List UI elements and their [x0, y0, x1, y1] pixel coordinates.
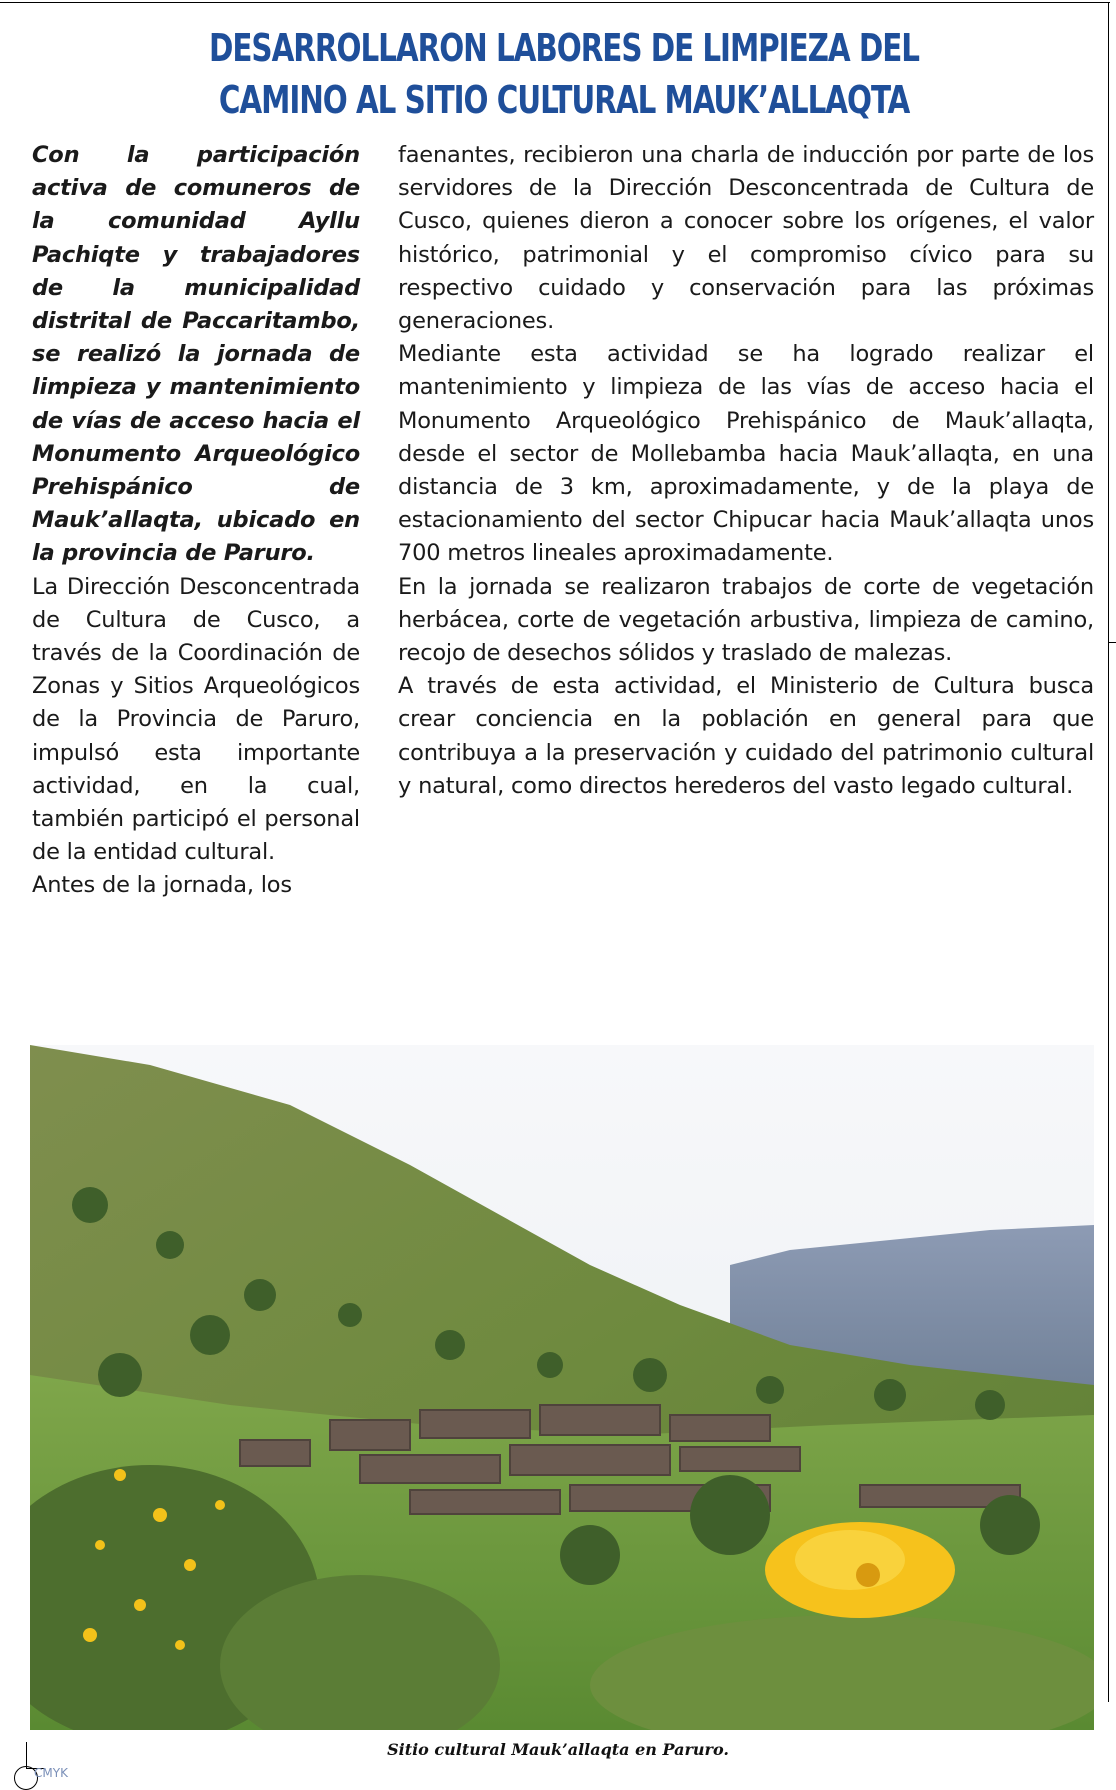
- article-paragraph-4: En la jornada se realizaron trabajos de corte de vegetación herbácea, corte de vegetación arbustiva, limpieza de camino, recojo de desechos sólidos y traslado de malezas.: [398, 573, 1094, 667]
- headline-line-1: DESARROLLARON LABORES DE LIMPIEZA DEL: [208, 26, 919, 70]
- article-headline: [165, 22, 963, 126]
- article-column-right: [398, 139, 1094, 803]
- crop-mark-vertical: [26, 1742, 27, 1768]
- article-paragraph-2-continued: faenantes, recibieron una charla de inducción por parte de los servidores de la Dirección Desconcentrada de Cultura de Cusco, quienes dieron a conocer sobre los orígenes, el valor histórico, patrimonial y el compromiso cívico para su respectivo cuidado y conservación para las próximas generaciones.: [398, 142, 1094, 335]
- yellow-flower-closeup: [765, 1522, 955, 1618]
- page-top-rule: [0, 2, 1110, 3]
- article-paragraph-3: Mediante esta actividad se ha logrado realizar el mantenimiento y limpieza de las vías de acceso hacia el Monumento Arqueológico Prehispánico de Mauk’allaqta, desde el sector de Mollebamba hacia Mauk’allaqta, en una distancia de 3 km, aproximadamente, y de la playa de estacionamiento del sector Chipucar hacia Mauk’allaqta unos 700 metros lineales aproximadamente.: [398, 341, 1094, 567]
- article-photo: [30, 1045, 1094, 1730]
- page-right-rule: [1108, 2, 1109, 1702]
- headline-line-2: CAMINO AL SITIO CULTURAL MAUK’ALLAQTA: [218, 78, 910, 122]
- article-column-left: [32, 139, 360, 903]
- cmyk-print-label: CMYK: [34, 1766, 68, 1780]
- article-paragraph-2-start: Antes de la jornada, los: [32, 872, 292, 899]
- photo-caption: Sitio cultural Mauk’allaqta en Paruro.: [387, 1740, 729, 1759]
- right-tick-mark: [1108, 642, 1116, 643]
- article-lead: Con la participación activa de comuneros de la comunidad Ayllu Pachiqte y trabajadores de la municipalidad distrital de Paccaritambo, se realizó la jornada de limpieza y mantenimiento de vías de acceso hacia el Monumento Arqueológico Prehispánico de Mauk’allaqta, ubicado en la provincia de Paruro.: [32, 142, 360, 567]
- article-paragraph-1: La Dirección Desconcentrada de Cultura de Cusco, a través de la Coordinación de Zonas y Sitios Arqueológicos de la Provincia de Paruro, impulsó esta importante actividad, en la cual, también participó el personal de la entidad cultural.: [32, 573, 360, 866]
- article-paragraph-5: A través de esta actividad, el Ministerio de Cultura busca crear conciencia en la población en general para que contribuya a la preservación y cuidado del patrimonio cultural y natural, como directos herederos del vasto legado cultural.: [398, 673, 1094, 799]
- landscape-illustration: [30, 1045, 1094, 1730]
